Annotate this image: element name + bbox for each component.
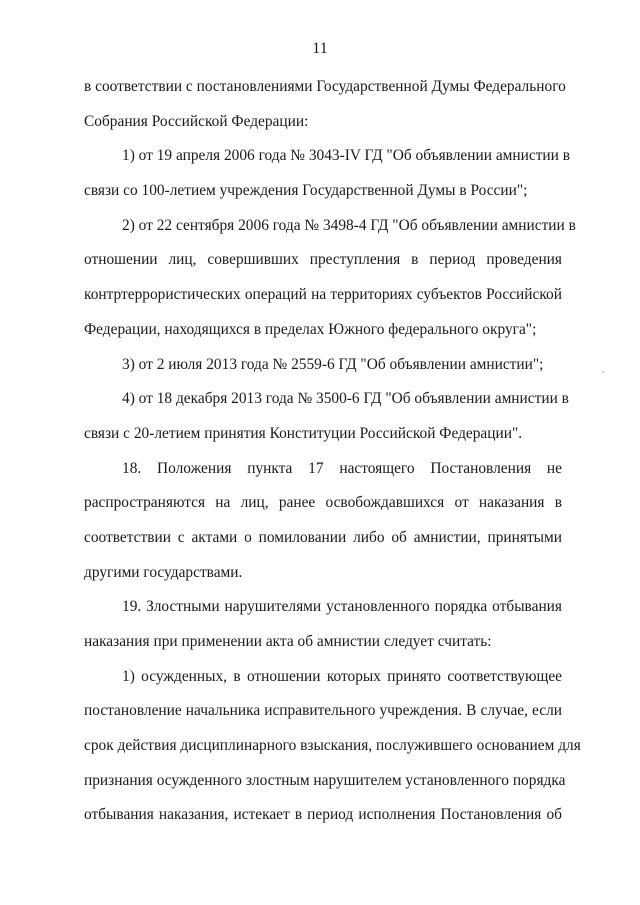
text-line: отношении лиц, совершивших преступления в период проведения <box>84 251 562 269</box>
text-line: 18. Положения пункта 17 настоящего Постановления не <box>122 459 562 477</box>
page-number: 11 <box>312 40 328 57</box>
text-line: 2) от 22 сентября 2006 года № 3498-4 ГД "Об объявлении амнистии в <box>122 216 576 234</box>
text-line: распространяются на лиц, ранее освобождавшихся от наказания в <box>84 494 562 512</box>
text-line: признания осужденного злостным нарушителем установленного порядка <box>84 771 566 789</box>
text-line: в соответствии с постановлениями Государственной Думы Федерального <box>84 78 566 95</box>
text-line: соответствии с актами о помиловании либо об амнистии, принятыми <box>84 528 562 546</box>
text-line: 19. Злостными нарушителями установленного порядка отбывания <box>122 598 562 616</box>
text-line: срок действия дисциплинарного взыскания, послужившего основанием для <box>84 737 581 755</box>
document-body <box>84 70 581 833</box>
text-line: Собрания Российской Федерации: <box>84 112 309 130</box>
text-line: 4) от 18 декабря 2013 года № 3500-6 ГД "Об объявлении амнистии в <box>122 390 569 408</box>
text-line: 1) от 19 апреля 2006 года № 3043-IV ГД "Об объявлении амнистии в <box>122 147 571 165</box>
text-line: другими государствами. <box>84 563 243 581</box>
scan-speck <box>602 371 604 373</box>
text-line: связи с 20-летием принятия Конституции Российской Федерации". <box>84 424 523 442</box>
text-line: 3) от 2 июля 2013 года № 2559-6 ГД "Об объявлении амнистии"; <box>122 355 544 373</box>
text-line: наказания при применении акта об амнистии следует считать: <box>84 633 492 650</box>
text-line: связи со 100-летием учреждения Государственной Думы в России"; <box>84 182 528 200</box>
text-line: Федерации, находящихся в пределах Южного федерального округа"; <box>84 320 537 338</box>
text-line: постановление начальника исправительного учреждения. В случае, если <box>84 702 562 720</box>
text-line: контртеррористических операций на территориях субъектов Российской <box>84 286 562 304</box>
text-line: 1) осужденных, в отношении которых принято соответствующее <box>122 667 562 685</box>
text-line: отбывания наказания, истекает в период исполнения Постановления об <box>84 806 562 824</box>
